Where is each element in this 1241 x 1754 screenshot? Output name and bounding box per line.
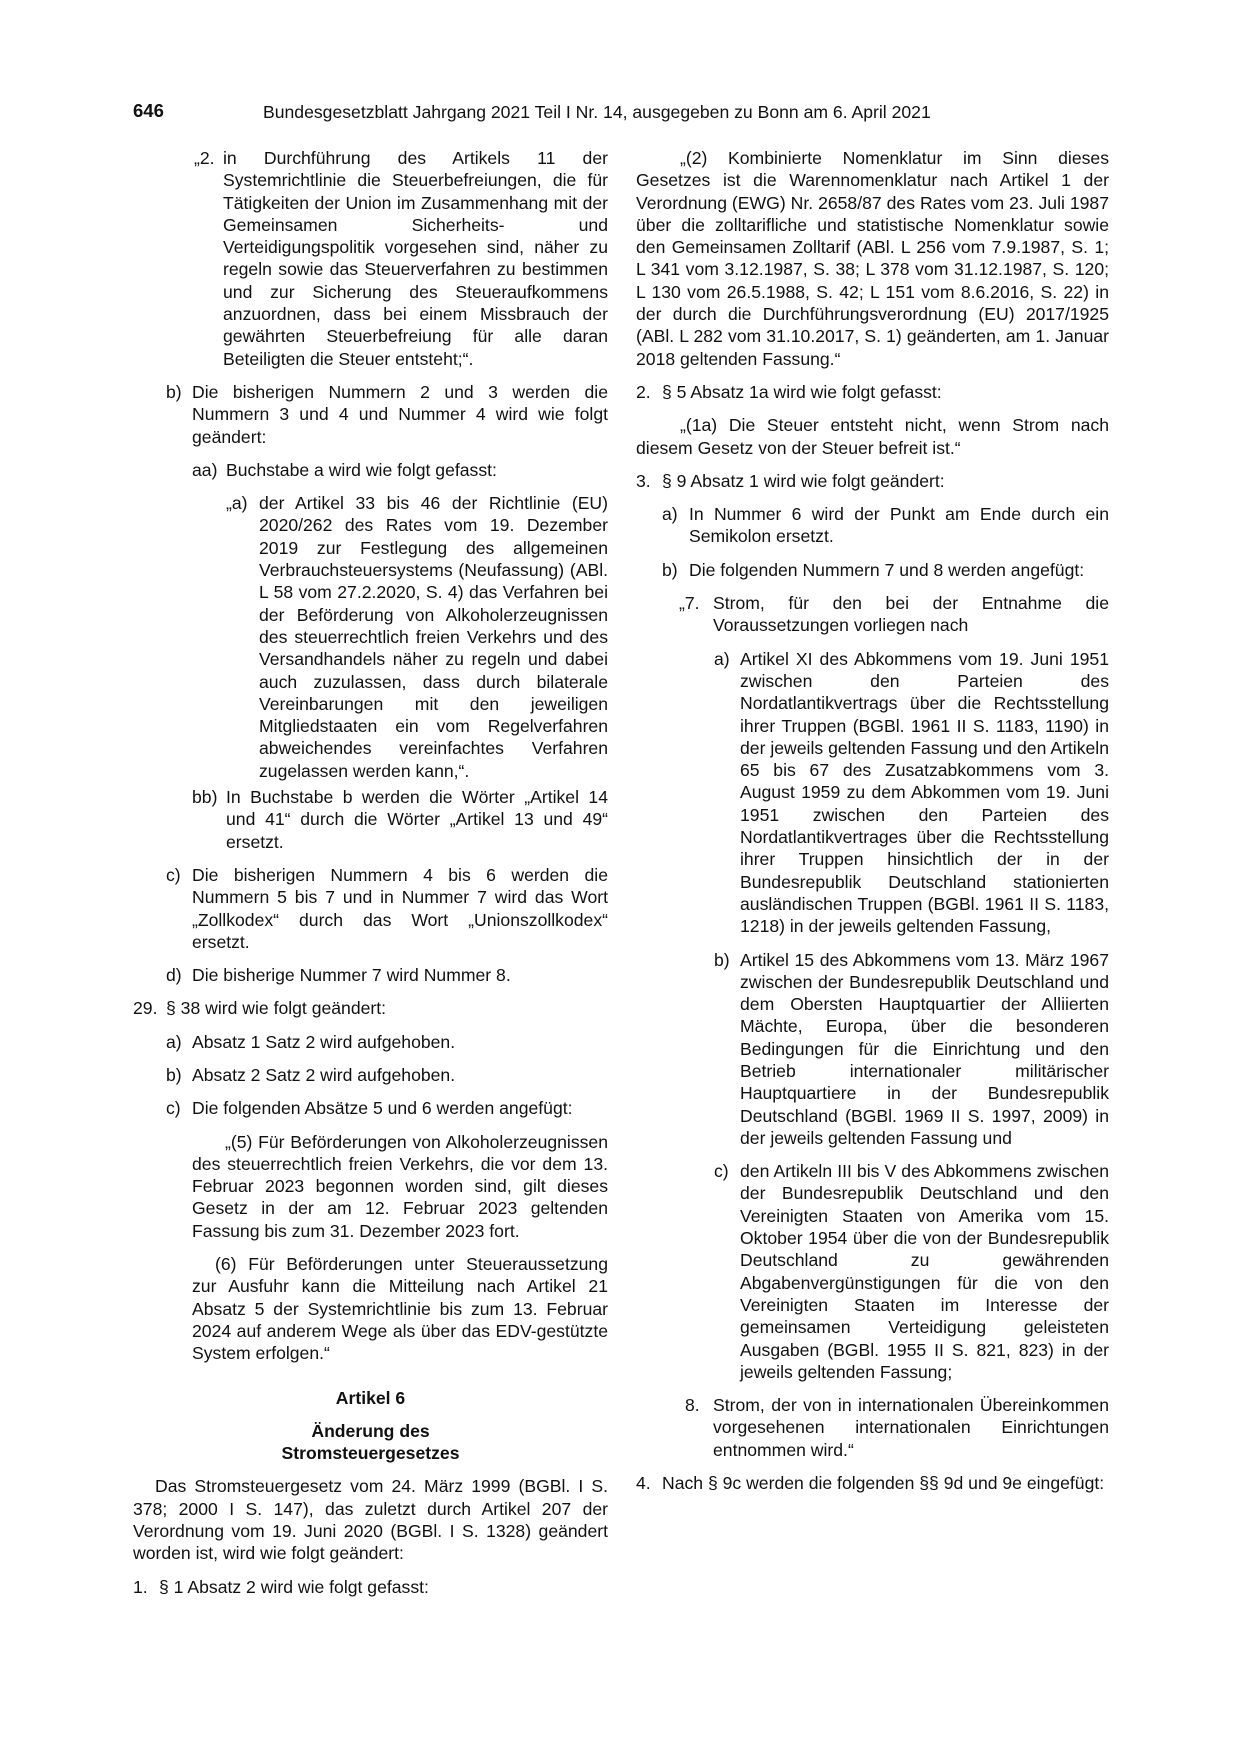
article-title-line-2: Stromsteuergesetzes	[281, 1443, 460, 1464]
list-item-n4	[636, 1472, 1109, 1494]
list-item-quoted-7	[636, 592, 1109, 637]
item-label: d)	[166, 965, 182, 986]
article-number: Artikel 6	[335, 1387, 406, 1408]
list-item-7a	[636, 648, 1109, 938]
paragraph-absatz-1a: „(1a) Die Steuer entsteht nicht, wenn Strom nach diesem Gesetz von der Steuer befreit ist.“	[636, 415, 1109, 458]
item-label: b)	[166, 381, 182, 402]
item-label: a)	[662, 504, 678, 525]
item-label: 3.	[636, 470, 651, 491]
item-text: Die bisherige Nummer 7 wird Nummer 8.	[192, 965, 511, 986]
item-text: Die bisherigen Nummern 4 bis 6 werden die Nummern 5 bis 7 und in Nummer 7 wird das Wort „Zollkodex“ durch das Wort „Unionszollkodex“ ersetzt.	[192, 864, 608, 952]
list-item-n29	[133, 997, 608, 1019]
item-label: aa)	[192, 459, 218, 480]
item-label: 29.	[133, 998, 158, 1019]
item-text: § 38 wird wie folgt geändert:	[166, 998, 387, 1019]
item-label: bb)	[192, 787, 218, 808]
list-item-aa	[133, 459, 608, 481]
list-item-b	[133, 381, 608, 448]
list-item-c	[133, 864, 608, 953]
item-label: 2.	[636, 381, 651, 402]
item-text: Die bisherigen Nummern 2 und 3 werden die Nummern 3 und 4 und Nummer 4 wird wie folgt geändert:	[192, 381, 608, 447]
item-text: § 9 Absatz 1 wird wie folgt geändert:	[662, 470, 945, 491]
list-item-n3	[636, 470, 1109, 492]
list-item-quoted-a	[133, 492, 608, 782]
item-label: 8.	[685, 1395, 700, 1416]
list-item-d	[133, 964, 608, 986]
list-item-a	[636, 503, 1109, 548]
list-item-b38	[133, 1064, 608, 1086]
item-label: „a)	[226, 493, 248, 514]
item-label: c)	[714, 1161, 729, 1182]
item-text: Strom, der von in internationalen Übereinkommen vorgesehenen internationalen Einrichtungen entnommen wird.“	[713, 1395, 1109, 1460]
item-text: der Artikel 33 bis 46 der Richtlinie (EU) 2020/262 des Rates vom 19. Dezember 2019 zur Festlegung des allgemeinen Verbrauchsteuersystems (Neufassung) (ABl. L 58 vom 27.2.2020, S. 4) das Verfahren bei der Beförderung von Alkoholerzeugnissen des steuerrechtlich freien Verkehrs und des Versandhandels näher zu regeln und dabei auch zuzulassen, dass durch bilaterale Vereinbarungen mit den jeweiligen Mitgliedstaaten ein vom Regelverfahren abweichendes vereinfachtes Verfahren zugelassen werden kann,“.	[259, 493, 608, 781]
item-text: § 5 Absatz 1a wird wie folgt gefasst:	[662, 381, 942, 402]
item-label: c)	[166, 1098, 181, 1119]
list-item-7b	[636, 949, 1109, 1150]
list-item-b	[636, 559, 1109, 581]
article-title-line-1: Änderung des	[311, 1420, 430, 1441]
item-text: in Durchführung des Artikels 11 der Systemrichtlinie die Steuerbefreiungen, die für Tätigkeiten der Union im Zusammenhang mit der Gemeinsamen Sicherheits- und Verteidigungspolitik vorgesehen sind, näher zu regeln sowie das Steuerverfahren zu bestimmen und zur Sicherung des Steueraufkommens anzuordnen, dass bei einem Missbrauch der gewährten Steuerbefreiung für alle daran Beteiligten die Steuer entsteht;“.	[223, 148, 608, 369]
item-text: Nach § 9c werden die folgenden §§ 9d und 9e eingefügt:	[662, 1473, 1105, 1494]
item-label: c)	[166, 864, 181, 885]
item-label: a)	[166, 1031, 182, 1052]
running-head: Bundesgesetzblatt Jahrgang 2021 Teil I Nr. 14, ausgegeben zu Bonn am 6. April 2021	[263, 102, 931, 122]
list-item-n1	[133, 1576, 608, 1598]
list-item-a38	[133, 1031, 608, 1053]
item-label: a)	[714, 648, 730, 669]
item-label: b)	[714, 949, 730, 970]
list-item-8	[636, 1394, 1109, 1461]
item-text: In Nummer 6 wird der Punkt am Ende durch ein Semikolon ersetzt.	[689, 504, 1109, 547]
list-item-n2	[636, 381, 1109, 403]
list-item-c38	[133, 1097, 608, 1119]
paragraph-absatz-6: (6) Für Beförderungen unter Steueraussetzung zur Ausfuhr kann die Mitteilung nach Artikel 21 Absatz 5 der Systemrichtlinie bis zum 13. Februar 2024 auf anderem Wege als über das EDV-gestützte System erfolgen.“	[192, 1254, 608, 1364]
list-item-7c	[636, 1160, 1109, 1383]
item-text: Die folgenden Nummern 7 und 8 werden angefügt:	[689, 559, 1085, 580]
item-label: 1.	[133, 1576, 148, 1597]
item-label: 4.	[636, 1473, 651, 1494]
item-text: Strom, für den bei der Entnahme die Voraussetzungen vorliegen nach	[713, 593, 1109, 636]
list-item-bb	[133, 786, 608, 853]
list-item-n2	[133, 147, 608, 370]
item-label: „7.	[679, 593, 700, 614]
item-label: „2.	[194, 148, 215, 168]
paragraph-absatz-5: „(5) Für Beförderungen von Alkoholerzeugnissen des steuerrechtlich freien Verkehrs, die vor dem 13. Februar 2023 begonnen worden sind, gilt dieses Gesetz in der am 12. Februar 2023 geltenden Fassung bis zum 31. Dezember 2023 fort.	[192, 1131, 608, 1241]
item-text: Absatz 1 Satz 2 wird aufgehoben.	[192, 1031, 456, 1052]
item-text: § 1 Absatz 2 wird wie folgt gefasst:	[159, 1576, 429, 1597]
paragraph-absatz-2: „(2) Kombinierte Nomenklatur im Sinn dieses Gesetzes ist die Warennomenklatur nach Artikel 1 der Verordnung (EWG) Nr. 2658/87 des Rates vom 23. Juli 1987 über die zolltarifliche und statistische Nomenklatur sowie den Gemeinsamen Zolltarif (ABl. L 256 vom 7.9.1987, S. 1; L 341 vom 3.12.1987, S. 38; L 378 vom 31.12.1987, S. 120; L 130 vom 26.5.1988, S. 42; L 151 vom 8.6.2016, S. 22) in der durch die Durchführungsverordnung (EU) 2017/1925 (ABl. L 282 vom 31.10.2017, S. 1) geänderten, am 1. Januar 2018 geltenden Fassung.“	[636, 148, 1109, 369]
item-text: Buchstabe a wird wie folgt gefasst:	[226, 459, 497, 480]
page-number: 646	[133, 100, 164, 121]
left-column	[133, 147, 608, 1609]
item-text: Artikel 15 des Abkommens vom 13. März 1967 zwischen der Bundesrepublik Deutschland und dem Obersten Hauptquartier der Alliierten Mächte, Europa, über die besonderen Bedingungen für die Einrichtung und den Betrieb internationaler militärischer Hauptquartiere in der Bundesrepublik Deutschland (BGBl. 1969 II S. 1997, 2009) in der jeweils geltenden Fassung und	[740, 949, 1109, 1148]
item-text: In Buchstabe b werden die Wörter „Artikel 14 und 41“ durch die Wörter „Artikel 13 und 49“ ersetzt.	[226, 787, 608, 852]
right-column	[636, 147, 1109, 1505]
article-intro: Das Stromsteuergesetz vom 24. März 1999 (BGBl. I S. 378; 2000 I S. 147), das zuletzt durch Artikel 207 der Verordnung vom 19. Juni 2020 (BGBl. I S. 1328) geändert worden ist, wird wie folgt geändert:	[133, 1476, 608, 1564]
item-text: den Artikeln III bis V des Abkommens zwischen der Bundesrepublik Deutschland und den Vereinigten Staaten von Amerika vom 15. Oktober 1954 über die von der Bundesrepublik Deutschland zu gewährenden Abgabenvergünstigungen für die von den Vereinigten Staaten im Interesse der gemeinsamen Verteidigung geleisteten Ausgaben (BGBl. 1955 II S. 821, 823) in der jeweils geltenden Fassung;	[740, 1161, 1109, 1382]
article-heading	[133, 1387, 608, 1465]
item-text: Die folgenden Absätze 5 und 6 werden angefügt:	[192, 1098, 573, 1119]
item-text: Artikel XI des Abkommens vom 19. Juni 1951 zwischen den Parteien des Nordatlantikvertrags über die Rechtsstellung ihrer Truppen (BGBl. 1961 II S. 1183, 1190) in der jeweils geltenden Fassung und den Artikeln 65 bis 67 des Zusatzabkommens vom 3. August 1959 zu dem Abkommen vom 19. Juni 1951 zwischen den Parteien des Nordatlantikvertrages über die Rechtsstellung ihrer Truppen hinsichtlich der in der Bundesrepublik Deutschland stationierten ausländischen Truppen (BGBl. 1961 II S. 1183, 1218) in der jeweils geltenden Fassung,	[740, 648, 1109, 937]
item-text: Absatz 2 Satz 2 wird aufgehoben.	[192, 1064, 456, 1085]
item-label: b)	[662, 559, 678, 580]
item-label: b)	[166, 1064, 182, 1085]
